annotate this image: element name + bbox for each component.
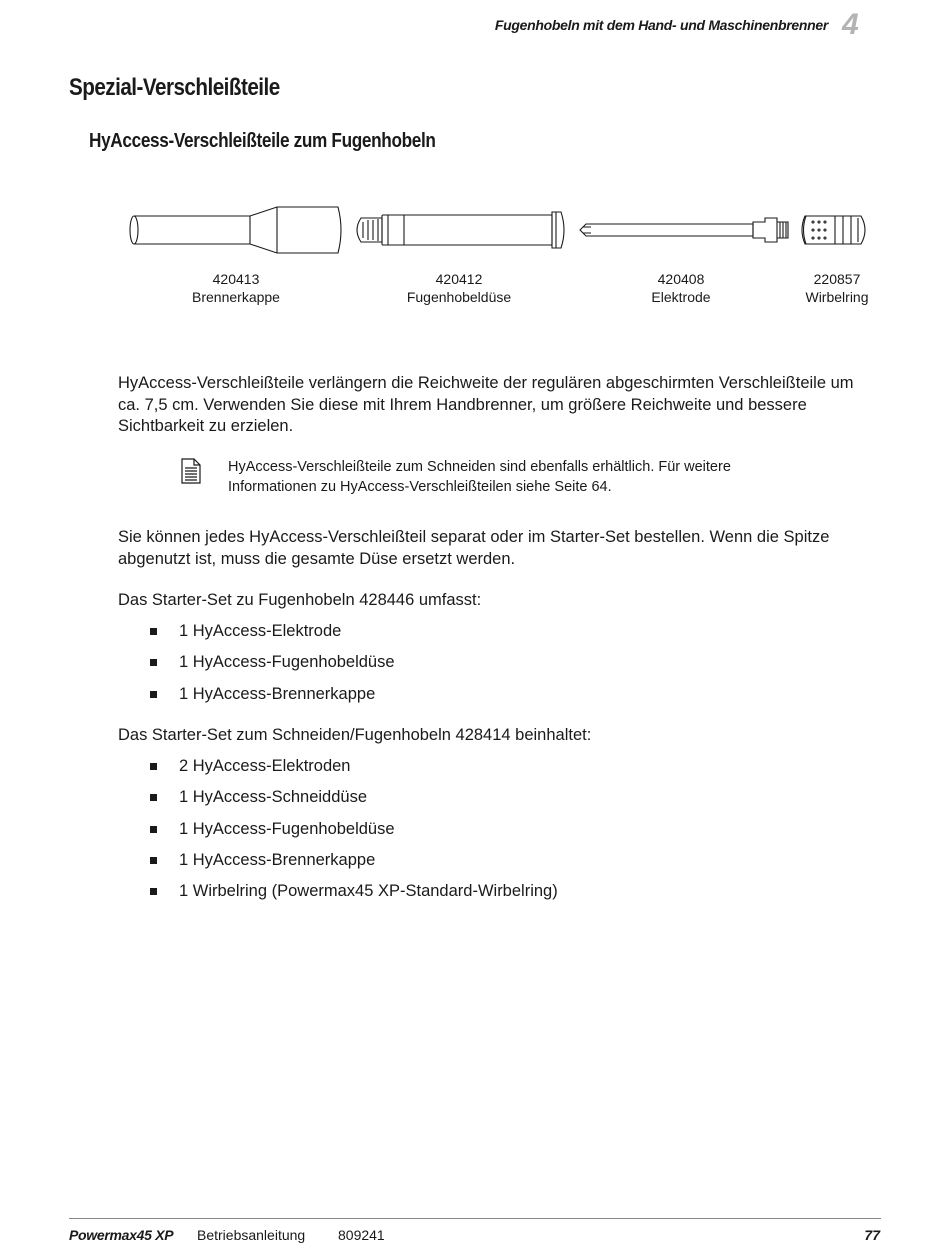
intro-paragraph: HyAccess-Verschleißteile verlängern die Reichweite der regulären abgeschirmten Verschleißteile um ca. 7,5 cm. Verwenden Sie diese mit Ihrem Handbrenner, um größere Reichweite und bessere Sichtbarkeit zu erzielen. xyxy=(118,374,854,435)
part-number: 420412 xyxy=(435,271,483,287)
list-item: 1 HyAccess-Schneiddüse xyxy=(150,787,558,818)
bullet-icon xyxy=(150,763,157,770)
wirbelring-drawing xyxy=(802,216,865,244)
kit1-list xyxy=(150,621,395,715)
list-item: 1 HyAccess-Fugenhobeldüse xyxy=(150,819,558,850)
part-label-wirbelring xyxy=(757,270,917,306)
list-item: 1 HyAccess-Fugenhobeldüse xyxy=(150,652,395,683)
section-title: Spezial-Verschleißteile xyxy=(69,74,280,101)
kit2-list xyxy=(150,756,558,912)
part-label-fugenhobelduese xyxy=(379,270,539,306)
part-name: Fugenhobeldüse xyxy=(406,289,512,305)
subsection-title: HyAccess-Verschleißteile zum Fugenhobeln xyxy=(89,130,436,152)
part-name: Brennerkappe xyxy=(192,289,280,305)
kit1-intro: Das Starter-Set zu Fugenhobeln 428446 umfasst: xyxy=(118,591,482,609)
brennerkappe-drawing xyxy=(130,207,341,253)
bullet-icon xyxy=(150,826,157,833)
kit2-intro: Das Starter-Set zum Schneiden/Fugenhobeln 428414 beinhaltet: xyxy=(118,726,592,744)
note-document-icon xyxy=(180,457,202,485)
part-number: 420413 xyxy=(212,271,260,287)
part-name: Wirbelring xyxy=(805,289,869,305)
list-item: 1 Wirbelring (Powermax45 XP-Standard-Wirbelring) xyxy=(150,881,558,912)
footer-doc-number: 809241 xyxy=(338,1227,385,1243)
part-number: 220857 xyxy=(813,271,861,287)
footer-page-number: 77 xyxy=(864,1227,880,1243)
footer-product: Powermax45 XP xyxy=(69,1227,174,1243)
footer-divider xyxy=(69,1218,881,1219)
chapter-number: 4 xyxy=(842,8,859,41)
part-name: Elektrode xyxy=(651,289,711,305)
order-paragraph: Sie können jedes HyAccess-Verschleißteil separat oder im Starter-Set bestellen. Wenn die Spitze abgenutzt ist, muss die gesamte Düse ersetzt werden. xyxy=(118,528,830,568)
bullet-icon xyxy=(150,628,157,635)
consumables-illustration xyxy=(125,200,875,260)
part-number: 420408 xyxy=(657,271,705,287)
bullet-icon xyxy=(150,857,157,864)
fugenhobelduese-drawing xyxy=(357,212,564,248)
running-header-title: Fugenhobeln mit dem Hand- und Maschinenbrenner xyxy=(494,17,828,33)
list-item: 1 HyAccess-Elektrode xyxy=(150,621,395,652)
list-item: 2 HyAccess-Elektroden xyxy=(150,756,558,787)
part-label-brennerkappe xyxy=(156,270,316,306)
footer-manual: Betriebsanleitung xyxy=(197,1227,306,1243)
list-item: 1 HyAccess-Brennerkappe xyxy=(150,850,558,881)
elektrode-drawing xyxy=(580,218,788,242)
note-text: HyAccess-Verschleißteile zum Schneiden sind ebenfalls erhältlich. Für weitere Informationen zu HyAccess-Verschleißteilen siehe Seite 64. xyxy=(228,459,731,495)
part-label-elektrode xyxy=(601,270,761,306)
bullet-icon xyxy=(150,691,157,698)
page-footer xyxy=(69,1227,880,1247)
bullet-icon xyxy=(150,888,157,895)
list-item: 1 HyAccess-Brennerkappe xyxy=(150,684,395,715)
bullet-icon xyxy=(150,794,157,801)
bullet-icon xyxy=(150,659,157,666)
